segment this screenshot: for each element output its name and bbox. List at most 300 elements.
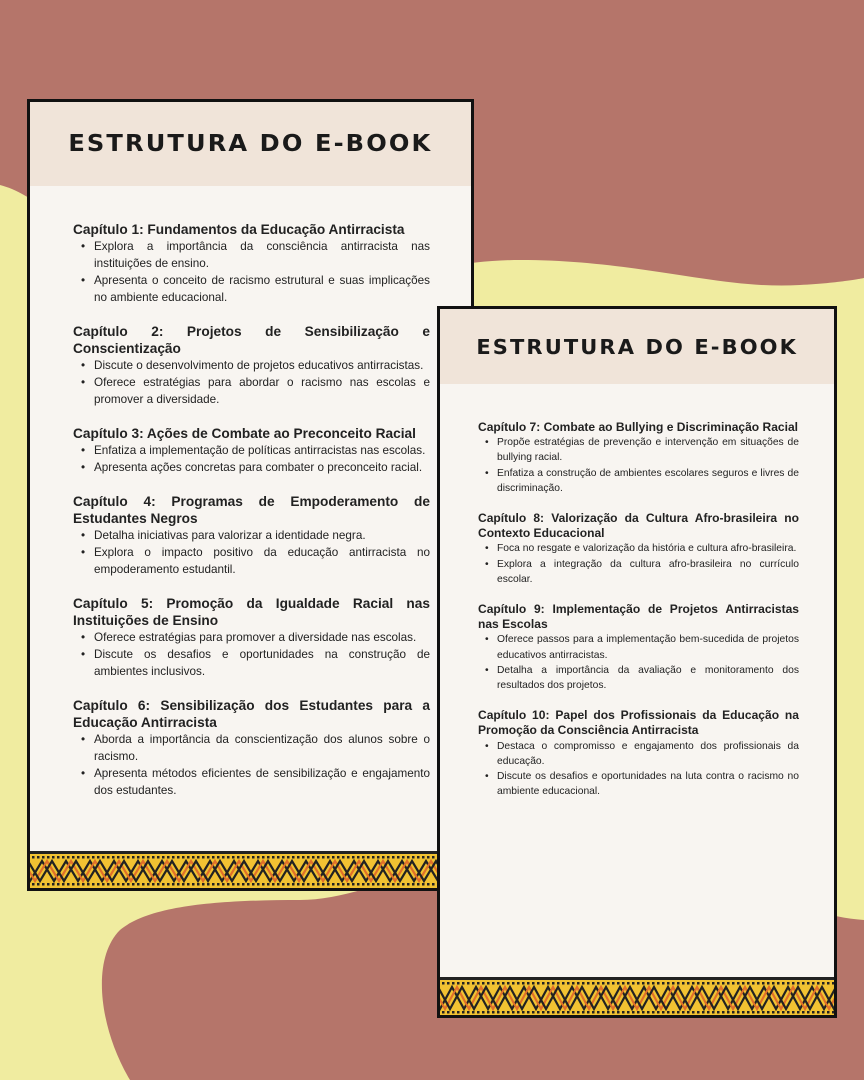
pattern-dot xyxy=(112,883,115,886)
pattern-dot xyxy=(742,1011,745,1014)
pattern-dot xyxy=(307,883,310,886)
pattern-dot xyxy=(762,1011,765,1014)
chapter-bullets xyxy=(73,442,430,476)
pattern-dot xyxy=(547,1011,550,1014)
pattern-dot xyxy=(682,982,685,985)
pattern-dot xyxy=(142,856,145,859)
pattern-dot xyxy=(567,982,570,985)
pattern-dot xyxy=(302,883,305,886)
pattern-dot xyxy=(222,856,225,859)
pattern-dot xyxy=(167,883,170,886)
chapter-title: Capítulo 8: Valorização da Cultura Afro-brasileira no Contexto Educacional xyxy=(478,511,799,541)
pattern-dot xyxy=(407,856,410,859)
pattern-dot xyxy=(237,856,240,859)
pattern-dot xyxy=(802,1011,805,1014)
pattern-dot xyxy=(697,1011,700,1014)
chapter-title: Capítulo 3: Ações de Combate ao Preconceito Racial xyxy=(73,426,416,441)
pattern-dot xyxy=(402,883,405,886)
chapter-bullet: • Enfatiza a construção de ambientes escolares seguros e livres de discriminação. xyxy=(478,466,799,496)
tribal-pattern-border xyxy=(30,851,471,891)
chapter-title: Capítulo 9: Implementação de Projetos Antirracistas nas Escolas xyxy=(478,602,799,632)
pattern-dot xyxy=(577,1011,580,1014)
pattern-dot xyxy=(807,982,810,985)
pattern-dot xyxy=(587,1011,590,1014)
pattern-dot xyxy=(152,883,155,886)
pattern-dot xyxy=(582,982,585,985)
pattern-dot xyxy=(132,883,135,886)
chapter-section xyxy=(478,602,799,693)
page-1-header xyxy=(30,102,471,186)
pattern-dot xyxy=(642,982,645,985)
chapter-bullet: • Explora o impacto positivo da educação antirracista no empoderamento estudantil. xyxy=(73,544,430,578)
pattern-dot xyxy=(307,856,310,859)
pattern-dot xyxy=(522,982,525,985)
pattern-dot xyxy=(422,856,425,859)
pattern-dot xyxy=(87,856,90,859)
pattern-dot xyxy=(777,1011,780,1014)
pattern-dot xyxy=(247,856,250,859)
pattern-dot xyxy=(137,883,140,886)
pattern-dot xyxy=(822,982,825,985)
pattern-dot xyxy=(77,883,80,886)
pattern-dot xyxy=(732,1011,735,1014)
pattern-dot xyxy=(117,883,120,886)
pattern-dot xyxy=(737,982,740,985)
pattern-dot xyxy=(127,856,130,859)
pattern-dot xyxy=(812,1011,815,1014)
pattern-dot xyxy=(487,1011,490,1014)
pattern-dot xyxy=(52,883,55,886)
pattern-dot xyxy=(212,883,215,886)
pattern-dot xyxy=(367,883,370,886)
pattern-dot xyxy=(357,883,360,886)
pattern-dot xyxy=(147,856,150,859)
pattern-dot xyxy=(292,856,295,859)
pattern-dot xyxy=(67,856,70,859)
pattern-dot xyxy=(672,982,675,985)
pattern-dot xyxy=(652,1011,655,1014)
pattern-dot xyxy=(632,1011,635,1014)
pattern-dot xyxy=(227,856,230,859)
pattern-dot xyxy=(807,1011,810,1014)
pattern-dot xyxy=(32,856,35,859)
pattern-dot xyxy=(457,982,460,985)
pattern-dot xyxy=(232,856,235,859)
pattern-dot xyxy=(707,1011,710,1014)
pattern-dot xyxy=(57,856,60,859)
pattern-dot xyxy=(237,883,240,886)
pattern-dot xyxy=(297,856,300,859)
pattern-dot xyxy=(352,856,355,859)
pattern-dot xyxy=(77,856,80,859)
chapter-bullet: • Aborda a importância da conscientização dos alunos sobre o racismo. xyxy=(73,731,430,765)
pattern-dot xyxy=(667,1011,670,1014)
pattern-dot xyxy=(117,856,120,859)
ebook-page-1 xyxy=(27,99,474,891)
pattern-dot xyxy=(182,856,185,859)
pattern-dot xyxy=(422,883,425,886)
pattern-dot xyxy=(742,982,745,985)
pattern-dot xyxy=(632,982,635,985)
chapter-bullet: • Destaca o compromisso e engajamento dos profissionais da educação. xyxy=(478,739,799,769)
pattern-dot xyxy=(497,1011,500,1014)
ebook-page-2 xyxy=(437,306,837,1018)
pattern-dot xyxy=(32,883,35,886)
pattern-dot xyxy=(657,1011,660,1014)
chapter-bullets xyxy=(478,435,799,496)
pattern-dot xyxy=(747,982,750,985)
pattern-dot xyxy=(687,982,690,985)
pattern-dot xyxy=(467,982,470,985)
pattern-dot xyxy=(287,883,290,886)
pattern-dot xyxy=(247,883,250,886)
pattern-dot xyxy=(332,883,335,886)
pattern-dot xyxy=(202,856,205,859)
pattern-dot xyxy=(512,1011,515,1014)
pattern-dot xyxy=(767,982,770,985)
pattern-dot xyxy=(277,883,280,886)
pattern-dot xyxy=(677,982,680,985)
pattern-dot xyxy=(797,1011,800,1014)
chapter-bullet: • Discute os desafios e oportunidades na luta contra o racismo no ambiente educacional. xyxy=(478,769,799,799)
pattern-dot xyxy=(567,1011,570,1014)
pattern-dot xyxy=(447,982,450,985)
pattern-dot xyxy=(502,1011,505,1014)
pattern-dot xyxy=(47,856,50,859)
pattern-dot xyxy=(452,1011,455,1014)
pattern-dot xyxy=(157,883,160,886)
pattern-dot xyxy=(322,883,325,886)
page-1-title: ESTRUTURA DO E-BOOK xyxy=(68,131,433,157)
pattern-dot xyxy=(432,856,435,859)
chapter-bullets xyxy=(73,238,430,306)
pattern-dot xyxy=(752,982,755,985)
pattern-dot xyxy=(352,883,355,886)
pattern-dot xyxy=(62,883,65,886)
chapter-bullet: • Explora a importância da consciência antirracista nas instituições de ensino. xyxy=(73,238,430,272)
pattern-dot xyxy=(177,883,180,886)
pattern-dot xyxy=(37,883,40,886)
pattern-dot xyxy=(137,856,140,859)
pattern-dot xyxy=(217,883,220,886)
pattern-dot xyxy=(507,982,510,985)
pattern-dot xyxy=(757,982,760,985)
page-2-header xyxy=(440,309,834,384)
pattern-dot xyxy=(102,883,105,886)
chapter-section xyxy=(478,708,799,799)
pattern-dot xyxy=(332,856,335,859)
pattern-dot xyxy=(657,982,660,985)
pattern-dot xyxy=(622,982,625,985)
pattern-dot xyxy=(472,982,475,985)
pattern-dot xyxy=(617,982,620,985)
pattern-dot xyxy=(47,883,50,886)
chapter-bullets xyxy=(478,632,799,693)
pattern-dot xyxy=(282,856,285,859)
pattern-dot xyxy=(122,883,125,886)
pattern-dot xyxy=(537,1011,540,1014)
pattern-dot xyxy=(267,856,270,859)
pattern-dot xyxy=(712,982,715,985)
pattern-dot xyxy=(687,1011,690,1014)
chapter-bullet: • Oferece estratégias para promover a diversidade nas escolas. xyxy=(73,629,430,646)
pattern-dot xyxy=(202,883,205,886)
pattern-dot xyxy=(207,856,210,859)
pattern-dot xyxy=(787,1011,790,1014)
pattern-dot xyxy=(82,856,85,859)
pattern-dot xyxy=(412,883,415,886)
pattern-dot xyxy=(777,982,780,985)
chapter-section xyxy=(73,595,430,680)
pattern-dot xyxy=(197,883,200,886)
pattern-dot xyxy=(222,883,225,886)
pattern-dot xyxy=(397,856,400,859)
pattern-dot xyxy=(112,856,115,859)
chapter-bullet: • Explora a integração da cultura afro-brasileira no currículo escolar. xyxy=(478,557,799,587)
pattern-dot xyxy=(537,982,540,985)
pattern-dot xyxy=(677,1011,680,1014)
pattern-dot xyxy=(542,1011,545,1014)
pattern-dot xyxy=(37,856,40,859)
chapter-bullet: • Propõe estratégias de prevenção e intervenção em situações de bullying racial. xyxy=(478,435,799,465)
pattern-dot xyxy=(312,856,315,859)
pattern-dot xyxy=(517,982,520,985)
pattern-dot xyxy=(827,1011,830,1014)
pattern-dot xyxy=(377,883,380,886)
chapter-bullet: • Detalha a importância da avaliação e monitoramento dos resultados dos projetos. xyxy=(478,663,799,693)
pattern-dot xyxy=(512,982,515,985)
pattern-dot xyxy=(547,982,550,985)
pattern-dot xyxy=(482,982,485,985)
pattern-dot xyxy=(262,856,265,859)
pattern-dot xyxy=(367,856,370,859)
pattern-dot xyxy=(722,982,725,985)
pattern-dot xyxy=(162,856,165,859)
pattern-dot xyxy=(272,883,275,886)
chapter-title: Capítulo 7: Combate ao Bullying e Discriminação Racial xyxy=(478,420,798,434)
pattern-dot xyxy=(327,856,330,859)
pattern-dot xyxy=(342,883,345,886)
pattern-dot xyxy=(392,883,395,886)
pattern-dot xyxy=(532,1011,535,1014)
pattern-dot xyxy=(797,982,800,985)
pattern-dot xyxy=(832,982,834,985)
chapter-section xyxy=(73,425,430,476)
pattern-dot xyxy=(427,883,430,886)
chapter-bullets xyxy=(73,357,430,408)
pattern-dot xyxy=(647,982,650,985)
pattern-dot xyxy=(787,982,790,985)
pattern-dot xyxy=(452,982,455,985)
pattern-dot xyxy=(72,856,75,859)
pattern-dot xyxy=(712,1011,715,1014)
pattern-dot xyxy=(432,883,435,886)
pattern-dot xyxy=(782,1011,785,1014)
pattern-dot xyxy=(417,883,420,886)
pattern-dot xyxy=(267,883,270,886)
chapter-bullet: • Oferece passos para a implementação bem-sucedida de projetos educativos antirracistas. xyxy=(478,632,799,662)
pattern-dot xyxy=(262,883,265,886)
pattern-dot xyxy=(152,856,155,859)
chapter-bullet: • Oferece estratégias para abordar o racismo nas escolas e promover a diversidade. xyxy=(73,374,430,408)
pattern-dot xyxy=(637,982,640,985)
chapter-title: Capítulo 4: Programas de Empoderamento de Estudantes Negros xyxy=(73,494,430,526)
pattern-dot xyxy=(442,1011,445,1014)
pattern-dot xyxy=(482,1011,485,1014)
pattern-dot xyxy=(662,1011,665,1014)
pattern-dot xyxy=(782,982,785,985)
pattern-dot xyxy=(692,1011,695,1014)
pattern-dot xyxy=(552,1011,555,1014)
pattern-dot xyxy=(442,982,445,985)
pattern-dot xyxy=(702,1011,705,1014)
pattern-dot xyxy=(637,1011,640,1014)
chapter-bullet: • Apresenta ações concretas para combater o preconceito racial. xyxy=(73,459,430,476)
pattern-dot xyxy=(182,883,185,886)
chapter-bullets xyxy=(73,731,430,799)
chapter-title: Capítulo 1: Fundamentos da Educação Antirracista xyxy=(73,222,405,237)
chapter-bullet: • Enfatiza a implementação de políticas antirracistas nas escolas. xyxy=(73,442,430,459)
pattern-bottom-line xyxy=(440,1016,834,1018)
pattern-dot xyxy=(107,856,110,859)
pattern-dot xyxy=(612,1011,615,1014)
pattern-dot xyxy=(337,856,340,859)
pattern-dot xyxy=(642,1011,645,1014)
pattern-dot xyxy=(322,856,325,859)
pattern-dot xyxy=(667,982,670,985)
pattern-dot xyxy=(382,856,385,859)
pattern-dot xyxy=(397,883,400,886)
pattern-dot xyxy=(42,883,45,886)
pattern-dot xyxy=(212,856,215,859)
chapter-section xyxy=(73,221,430,306)
pattern-dot xyxy=(522,1011,525,1014)
pattern-dot xyxy=(297,883,300,886)
pattern-dot xyxy=(277,856,280,859)
pattern-dot xyxy=(542,982,545,985)
pattern-dot xyxy=(372,856,375,859)
pattern-dot xyxy=(127,883,130,886)
pattern-dot xyxy=(72,883,75,886)
pattern-dot xyxy=(172,856,175,859)
pattern-dot xyxy=(97,883,100,886)
pattern-dot xyxy=(377,856,380,859)
pattern-dot xyxy=(682,1011,685,1014)
pattern-dot xyxy=(532,982,535,985)
pattern-dot xyxy=(627,982,630,985)
pattern-dot xyxy=(722,1011,725,1014)
pattern-dot xyxy=(162,883,165,886)
pattern-dot xyxy=(772,1011,775,1014)
pattern-dot xyxy=(647,1011,650,1014)
page-2-title: ESTRUTURA DO E-BOOK xyxy=(476,334,798,359)
pattern-dot xyxy=(372,883,375,886)
pattern-dot xyxy=(347,856,350,859)
pattern-dot xyxy=(582,1011,585,1014)
pattern-dot xyxy=(552,982,555,985)
pattern-dot xyxy=(717,1011,720,1014)
pattern-dot xyxy=(257,856,260,859)
pattern-dot xyxy=(747,1011,750,1014)
pattern-dot xyxy=(427,856,430,859)
pattern-dot xyxy=(517,1011,520,1014)
pattern-dot xyxy=(232,883,235,886)
pattern-dot xyxy=(217,856,220,859)
pattern-dot xyxy=(492,1011,495,1014)
pattern-dot xyxy=(812,982,815,985)
pattern-dot xyxy=(727,1011,730,1014)
pattern-dot xyxy=(662,982,665,985)
pattern-dot xyxy=(562,1011,565,1014)
pattern-dot xyxy=(627,1011,630,1014)
pattern-dot xyxy=(487,982,490,985)
chapter-bullets xyxy=(73,629,430,680)
pattern-dot xyxy=(382,883,385,886)
pattern-dot xyxy=(602,982,605,985)
pattern-dot xyxy=(92,856,95,859)
chapter-section xyxy=(73,697,430,799)
pattern-dot xyxy=(607,1011,610,1014)
pattern-dot xyxy=(592,982,595,985)
pattern-dot xyxy=(142,883,145,886)
pattern-dot xyxy=(462,982,465,985)
pattern-dot xyxy=(67,883,70,886)
pattern-bottom-line xyxy=(30,888,471,891)
pattern-dot xyxy=(462,1011,465,1014)
pattern-dot xyxy=(107,883,110,886)
pattern-dot xyxy=(557,1011,560,1014)
pattern-top-line xyxy=(30,851,471,854)
tribal-pattern-border xyxy=(440,977,834,1018)
chapter-section xyxy=(73,323,430,408)
pattern-dot xyxy=(87,883,90,886)
pattern-dot xyxy=(317,856,320,859)
pattern-dot xyxy=(292,883,295,886)
pattern-dot xyxy=(337,883,340,886)
pattern-dot xyxy=(227,883,230,886)
pattern-dot xyxy=(472,1011,475,1014)
pattern-dot xyxy=(82,883,85,886)
pattern-dot xyxy=(342,856,345,859)
pattern-dot xyxy=(347,883,350,886)
pattern-dot xyxy=(692,982,695,985)
pattern-dot xyxy=(407,883,410,886)
pattern-dot xyxy=(602,1011,605,1014)
pattern-dot xyxy=(97,856,100,859)
pattern-dot xyxy=(467,1011,470,1014)
pattern-dot xyxy=(282,883,285,886)
pattern-dot xyxy=(312,883,315,886)
chapter-bullet: • Detalha iniciativas para valorizar a identidade negra. xyxy=(73,527,430,544)
pattern-dot xyxy=(617,1011,620,1014)
pattern-dot xyxy=(577,982,580,985)
chapter-bullet: • Foca no resgate e valorização da história e cultura afro-brasileira. xyxy=(478,541,799,556)
pattern-dot xyxy=(457,1011,460,1014)
pattern-dot xyxy=(317,883,320,886)
pattern-dot xyxy=(102,856,105,859)
page-1-chapters xyxy=(73,221,430,816)
pattern-dot xyxy=(42,856,45,859)
pattern-dot xyxy=(832,1011,834,1014)
pattern-dot xyxy=(252,856,255,859)
page-2-chapters xyxy=(478,420,799,814)
pattern-dot xyxy=(587,982,590,985)
pattern-dot xyxy=(167,856,170,859)
pattern-dot xyxy=(362,883,365,886)
pattern-dot xyxy=(357,856,360,859)
pattern-dot xyxy=(172,883,175,886)
pattern-dot xyxy=(827,982,830,985)
